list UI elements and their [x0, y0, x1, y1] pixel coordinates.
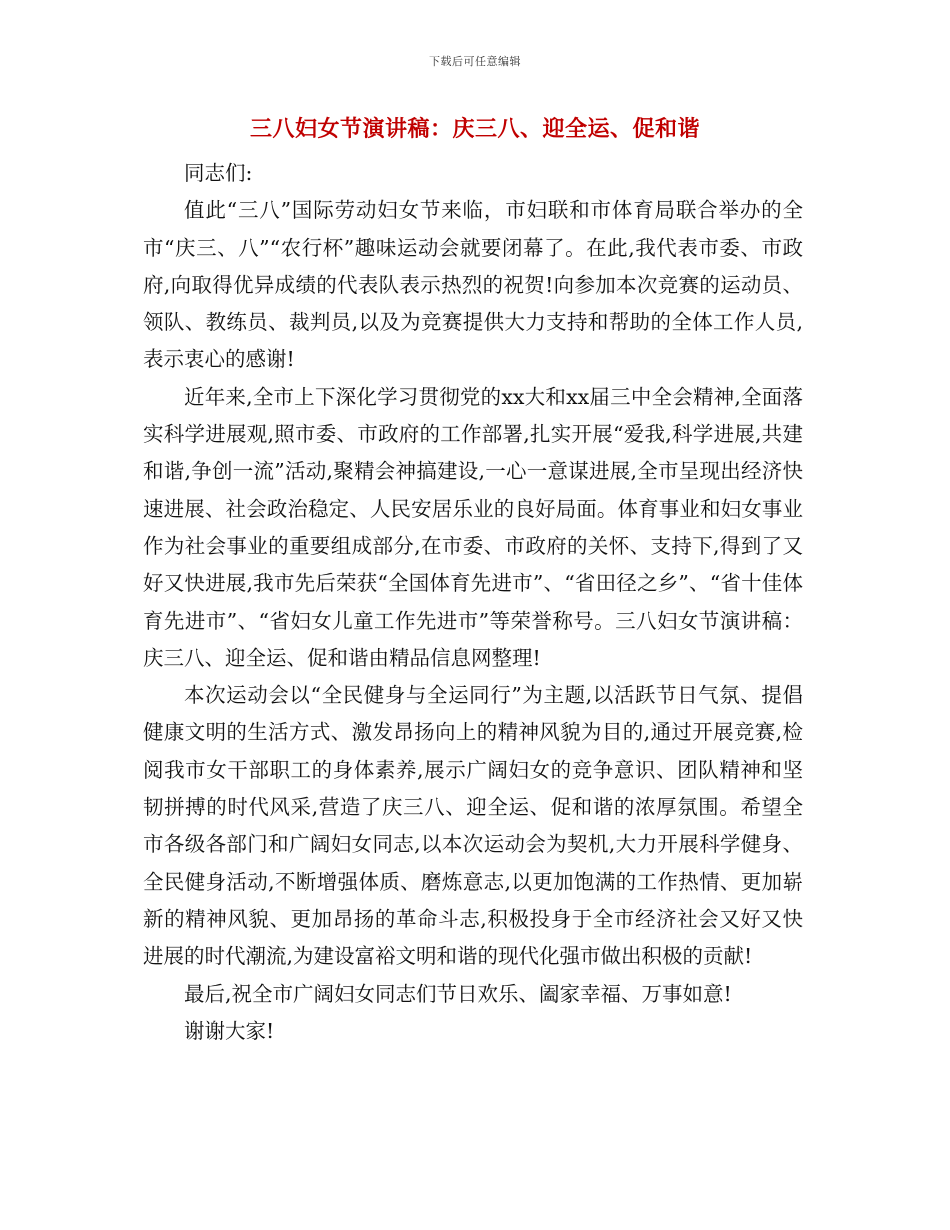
paragraph-1: 值此“三八”国际劳动妇女节来临，市妇联和市体育局联合举办的全市“庆三、八”“农行杯”趣味运动会就要闭幕了。在此,我代表市委、市政府,向取得优异成绩的代表队表示热烈的祝贺!向参加本次竞赛的运动员、领队、教练员、裁判员,以及为竞赛提供大力支持和帮助的全体工作人员,表示衷心的感谢!	[143, 198, 803, 372]
paragraph-2: 近年来,全市上下深化学习贯彻党的xx大和xx届三中全会精神,全面落实科学进展观,照市委、市政府的工作部署,扎实开展“爱我,科学进展,共建和谐,争创一流”活动,聚精会神搞建设,一心一意谋进展,全市呈现出经济快速进展、社会政治稳定、人民安居乐业的良好局面。体育事业和妇女事业作为社会事业的重要组成部分,在市委、市政府的关怀、支持下,得到了又好又快进展,我市先后荣获“全国体育先进市”、“省田径之乡”、“省十佳体育先进市”、“省妇女儿童工作先进市”等荣誉称号。三八妇女节演讲稿：庆三八、迎全运、促和谐由精品信息网整理!	[143, 384, 803, 670]
salutation: 同志们:	[184, 161, 253, 185]
document-title: 三八妇女节演讲稿：庆三八、迎全运、促和谐	[249, 117, 700, 142]
paragraph-5: 谢谢大家!	[184, 1018, 275, 1043]
header-note: 下载后可任意编辑	[429, 55, 521, 68]
document-body	[143, 155, 803, 1050]
paragraph-4: 最后,祝全市广阔妇女同志们节日欢乐、阖家幸福、万事如意!	[184, 981, 732, 1006]
paragraph-3: 本次运动会以“全民健身与全运同行”为主题,以活跃节日气氛、提倡健康文明的生活方式、激发昂扬向上的精神风貌为目的,通过开展竞赛,检阅我市女干部职工的身体素养,展示广阔妇女的竞争意识、团队精神和坚韧拼搏的时代风采,营造了庆三八、迎全运、促和谐的浓厚氛围。希望全市各级各部门和广阔妇女同志,以本次运动会为契机,大力开展科学健身、全民健身活动,不断增强体质、磨炼意志,以更加饱满的工作热情、更加崭新的精神风貌、更加昂扬的革命斗志,积极投身于全市经济社会又好又快进展的时代潮流,为建设富裕文明和谐的现代化强市做出积极的贡献!	[143, 683, 803, 969]
